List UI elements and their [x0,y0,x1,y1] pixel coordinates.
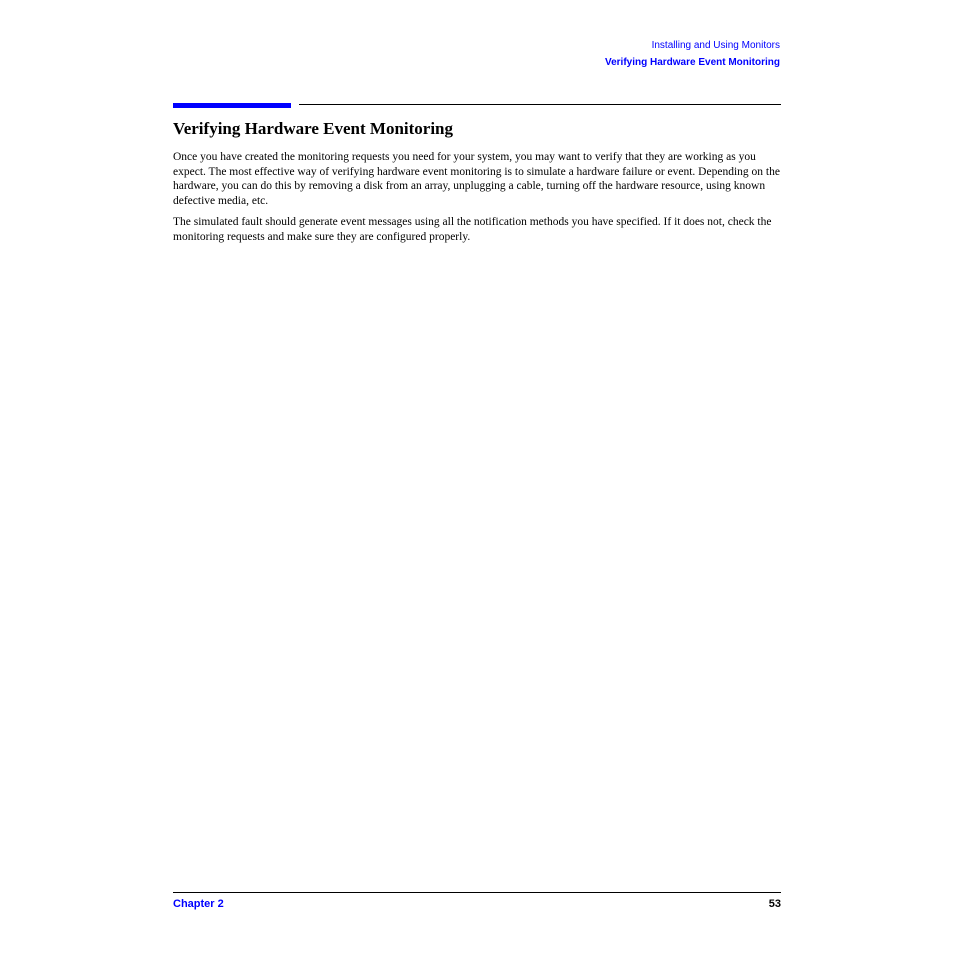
body-paragraph-1: Once you have created the monitoring requests you need for your system, you may want to verify that they are working as you expect. The most effective way of verifying hardware event monitoring is to simulate a hardware failure or event. Depending on the hardware, you can do this by removing a disk from an array, unplugging a cable, turning off the hardware resource, using known defective media, etc. [173,151,780,207]
footer-chapter-label: Chapter 2 [173,898,224,910]
heading-rule-line [299,104,781,105]
footer-page-number: 53 [768,898,781,910]
body-paragraph-2: The simulated fault should generate event messages using all the notification methods you have specified. If it does not, check the monitoring requests and make sure they are configured properly. [173,216,772,243]
running-header-chapter-title: Installing and Using Monitors [651,40,780,51]
section-heading: Verifying Hardware Event Monitoring [173,119,454,138]
heading-accent-bar [173,103,291,108]
footer-rule-line [173,892,781,893]
running-header [605,37,780,71]
section-body [173,150,783,251]
running-header-section-title: Verifying Hardware Event Monitoring [604,57,780,68]
